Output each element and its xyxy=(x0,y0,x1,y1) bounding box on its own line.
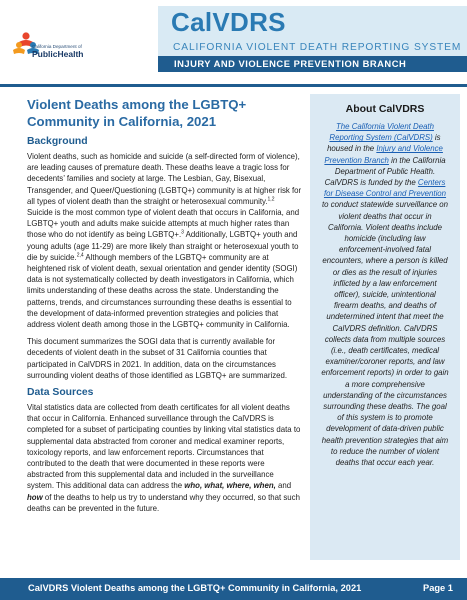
footnote-ref: 2,4 xyxy=(76,252,84,259)
ivpb-link[interactable]: Injury and Violence Prevention Branch xyxy=(324,144,443,165)
background-paragraph-2: This document summarizes the SOGI data that is currently available for decedents of violent death in the subset of 31 California counties that participated in CalVDRS in 2021. In addition, data on the circumstances surrounding violent deaths of those identified as LGBTQ+ are summarized. xyxy=(27,337,288,380)
footnote-ref: 3 xyxy=(181,229,184,236)
logo-caption: California Department of xyxy=(32,44,82,49)
about-sidebar xyxy=(310,94,460,560)
logo-wordmark: PublicHealth xyxy=(32,49,84,59)
app-subtitle: CALIFORNIA VIOLENT DEATH REPORTING SYSTEM xyxy=(173,42,462,53)
document-title-line1: Violent Deaths among the LGBTQ+ xyxy=(27,97,247,112)
header-divider xyxy=(0,84,467,87)
document-title-line2: Community in California, 2021 xyxy=(27,114,217,129)
emphasis-text: who, what, where, when, xyxy=(184,481,276,491)
para-text: of the deaths to help us try to understand why they occurred, so that such deaths can be prevented in the future. xyxy=(27,492,300,513)
sidebar-text: is housed in the xyxy=(327,133,441,154)
para-text: Suicide is the most common type of violent death that occurs in California, and LGBTQ+ youth and adults make suicide attempts at much higher rates than those who do not identify as being LGBTQ+. xyxy=(27,208,300,240)
calvdrs-link[interactable]: The California Violent Death Reporting System (CalVDRS) xyxy=(329,122,434,143)
emphasis-text: how xyxy=(27,492,43,502)
cdph-logo-icon xyxy=(10,18,110,68)
sidebar-text: to conduct statewide surveillance on violent deaths that occur in California. Violent deaths include homicide (including law enforcement-involved fatal encounters, where a person is killed or dies as the result of injuries inflicted by a law enforcement officer), suicide, unintentional firearm deaths, and deaths of undetermined intent that meet the CalVDRS definition. CalVDRS collects data from multiple sources (i.e., death certificates, medical examiner/coroner reports, and law enforcement reports) in order to gain a more comprehensive understanding of the circumstances surrounding these deaths. The goal of this system is to promote development of data-driven public health prevention strategies that aim to reduce the number of violent deaths that occur each year. xyxy=(321,200,449,468)
branch-label: INJURY AND VIOLENCE PREVENTION BRANCH xyxy=(174,58,407,69)
background-paragraph-1 xyxy=(27,151,302,330)
para-text: Vital statistics data are collected from death certificates for all violent deaths that occur in California. Enhanced surveillance through the CalVDRS is completed for a subset of participating counties by linking vital statistics data to supplemental data abstracted from coroner and medical examiner reports, toxicology reports, and law enforcement reports. Circumstances that contributed to the death that were documented in these reports were abstracted from this supplemental data and included in the surveillance system. This additional data can address the xyxy=(27,403,301,491)
main-column xyxy=(27,96,302,520)
footer-title: CalVDRS Violent Deaths among the LGBTQ+ Community in California, 2021 xyxy=(28,583,362,593)
sidebar-body xyxy=(310,121,460,468)
data-sources-paragraph xyxy=(27,402,302,514)
para-text: Violent deaths, such as homicide and suicide (a self-directed form of violence), are leading causes of premature death. These deaths leave a tragic loss for decedents’ families and society at large. The Lesbian, Gay, Bisexual, Transgender, and Queer/Questioning (LGBTQ+) community is at higher risk for all types of violent death than the straight or heterosexual community. xyxy=(27,152,302,206)
page-header xyxy=(0,0,467,84)
cdc-link[interactable]: Centers for Disease Control and Prevention xyxy=(323,178,447,199)
page-number: Page 1 xyxy=(423,583,453,593)
sidebar-text: in the California Department of Public Health. CalVDRS is funded by the xyxy=(324,155,446,188)
para-text: Additionally, LGBTQ+ youth and young adults (age 11-29) are more likely than straight or heterosexual youth to die by suicide. xyxy=(27,230,299,262)
document-title xyxy=(27,96,302,130)
app-title: CalVDRS xyxy=(171,7,286,37)
para-text: and xyxy=(275,481,292,491)
data-sources-heading: Data Sources xyxy=(27,387,94,399)
para-text: Although members of the LGBTQ+ community are at heightened risk of violent death, sexual orientation and gender identity (SOGI) data is not systematically collected by death investigators in California, which limits understanding of these deaths across the state. Understanding the patterns, trends, and circumstances surrounding these deaths is essential to the development of data-informed prevention strategies and policies that address violent death among those in the LGBTQ+ community in California. xyxy=(27,252,298,330)
background-heading: Background xyxy=(27,136,88,147)
footnote-ref: 1,2 xyxy=(267,196,275,203)
sidebar-title: About CalVDRS xyxy=(345,103,425,115)
